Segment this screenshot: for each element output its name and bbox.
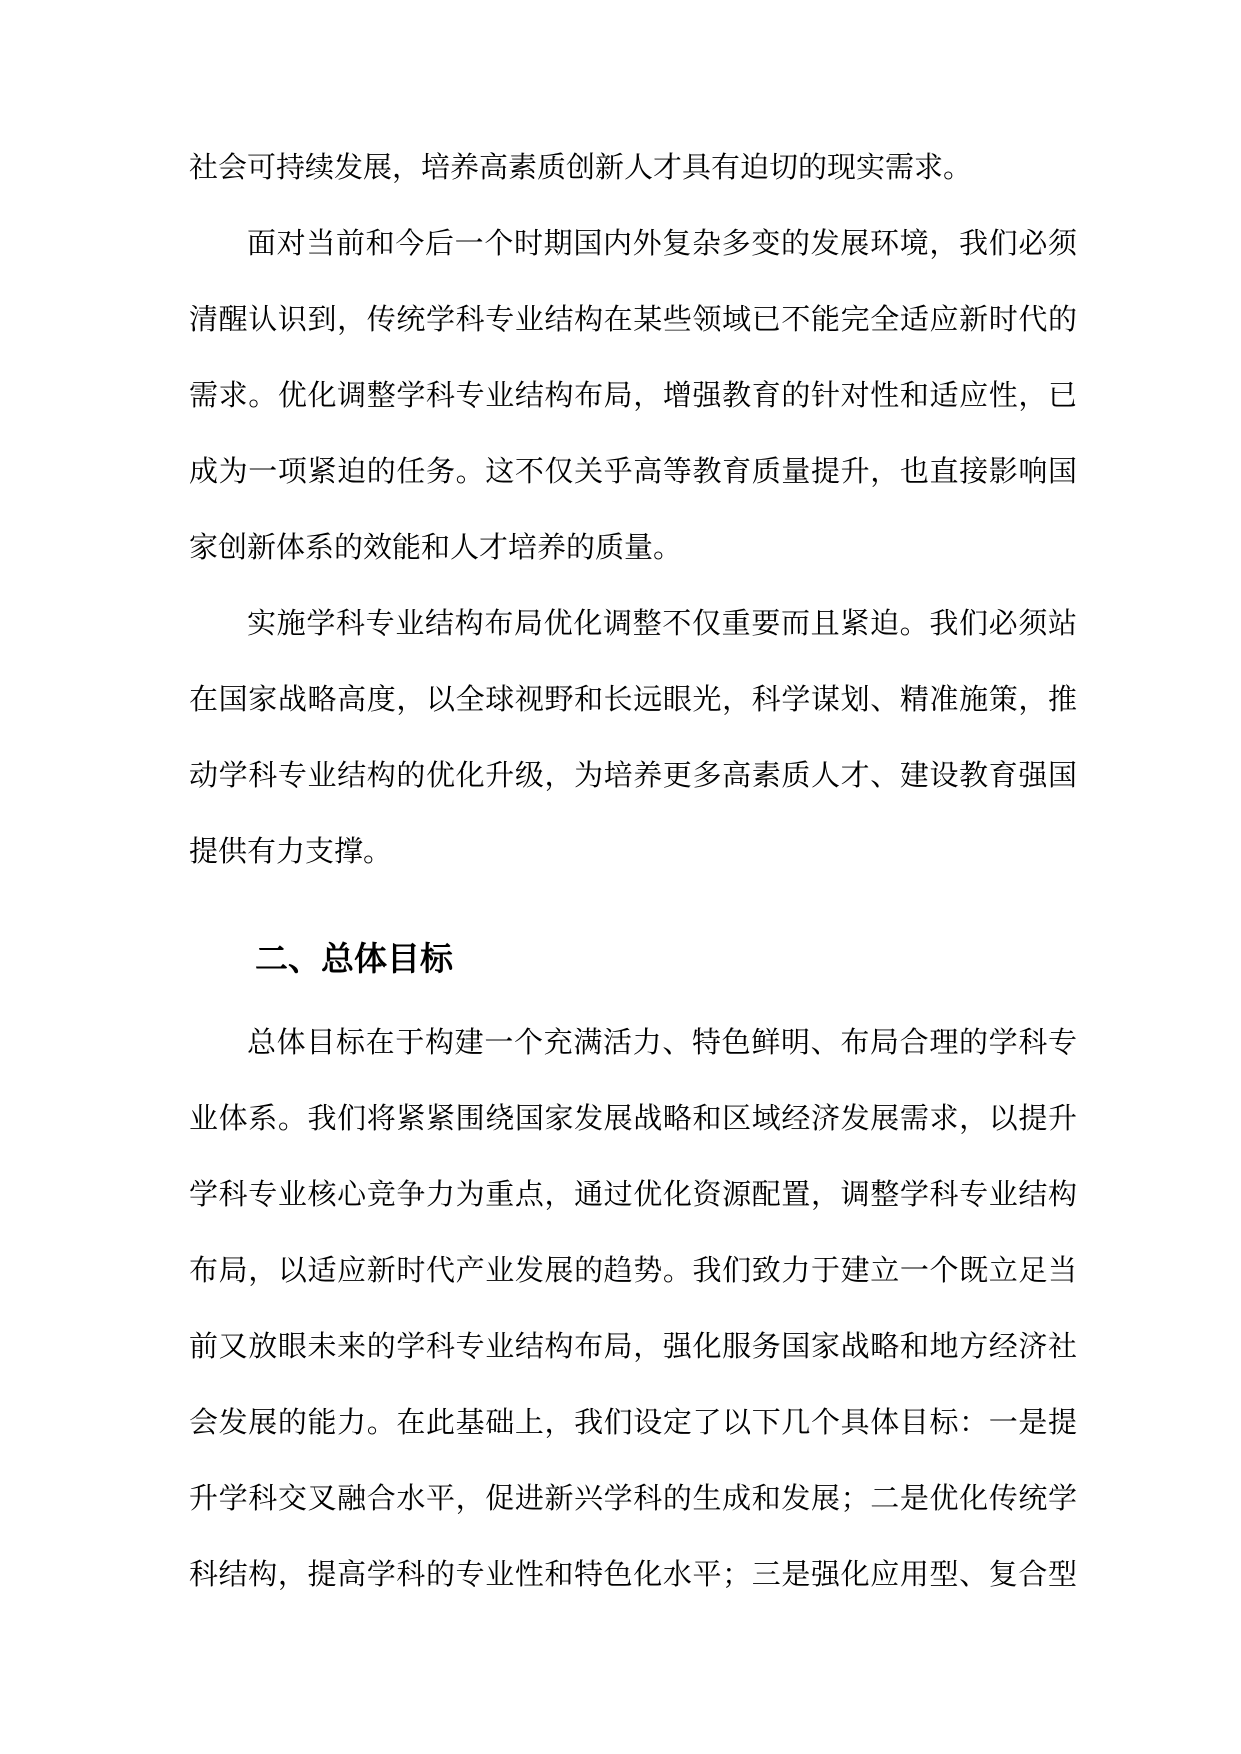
section-heading: 二、总体目标 — [255, 942, 453, 978]
text-line: 动学科专业结构的优化升级，为培养更多高素质人才、建设教育强国 — [189, 760, 1077, 792]
text-line: 社会可持续发展，培养高素质创新人才具有迫切的现实需求。 — [189, 152, 973, 184]
text-line: 家创新体系的效能和人才培养的质量。 — [189, 532, 683, 564]
paragraphs-top — [189, 130, 1077, 890]
text-line: 实施学科专业结构布局优化调整不仅重要而且紧迫。我们必须站 — [247, 608, 1077, 640]
text-line: 前又放眼未来的学科专业结构布局，强化服务国家战略和地方经济社 — [189, 1331, 1077, 1363]
text-line: 业体系。我们将紧紧围绕国家发展战略和区域经济发展需求，以提升 — [189, 1103, 1077, 1135]
text-line: 清醒认识到，传统学科专业结构在某些领域已不能完全适应新时代的 — [189, 304, 1077, 336]
text-line: 面对当前和今后一个时期国内外复杂多变的发展环境，我们必须 — [247, 228, 1077, 260]
text-line: 布局，以适应新时代产业发展的趋势。我们致力于建立一个既立足当 — [189, 1255, 1077, 1287]
text-line: 科结构，提高学科的专业性和特色化水平；三是强化应用型、复合型 — [189, 1559, 1077, 1591]
text-line: 需求。优化调整学科专业结构布局，增强教育的针对性和适应性，已 — [189, 380, 1077, 412]
text-line: 提供有力支撑。 — [189, 836, 393, 868]
text-line: 在国家战略高度，以全球视野和长远眼光，科学谋划、精准施策，推 — [189, 684, 1077, 716]
text-line: 成为一项紧迫的任务。这不仅关乎高等教育质量提升，也直接影响国 — [189, 456, 1077, 488]
text-line: 升学科交叉融合水平，促进新兴学科的生成和发展；二是优化传统学 — [189, 1483, 1077, 1515]
paragraphs-bottom — [189, 1005, 1077, 1613]
text-line: 学科专业核心竞争力为重点，通过优化资源配置，调整学科专业结构 — [189, 1179, 1077, 1211]
text-line: 会发展的能力。在此基础上，我们设定了以下几个具体目标：一是提 — [189, 1407, 1077, 1439]
text-line: 总体目标在于构建一个充满活力、特色鲜明、布局合理的学科专 — [247, 1027, 1077, 1059]
